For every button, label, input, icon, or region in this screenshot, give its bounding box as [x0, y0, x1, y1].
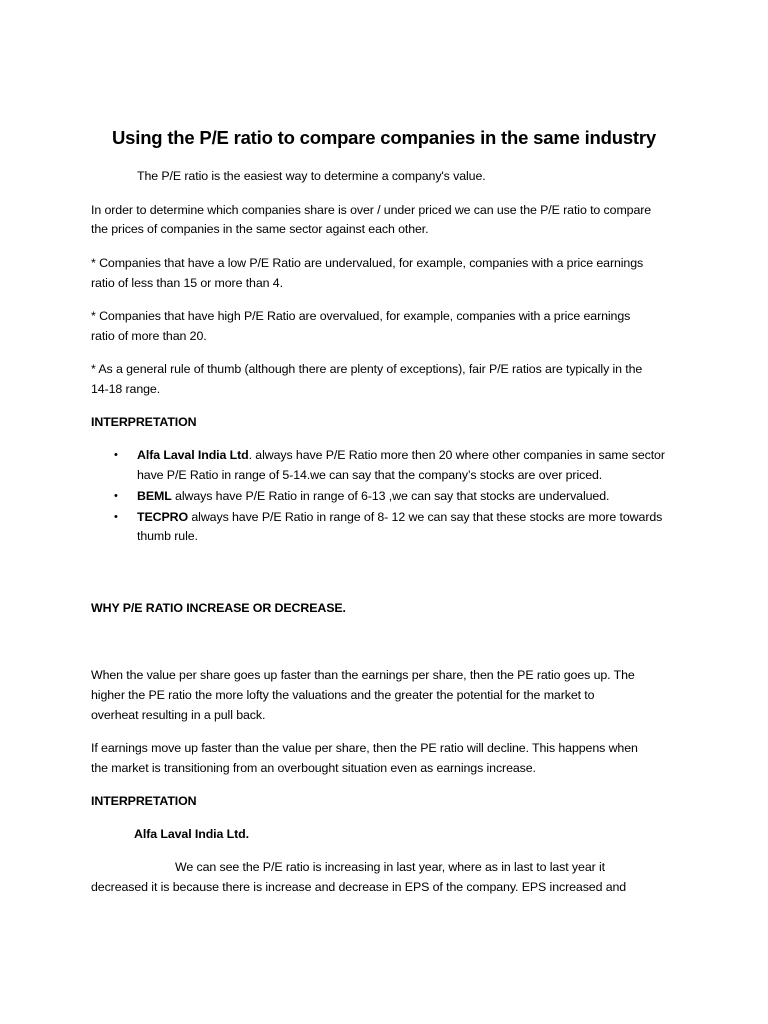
company-name: TECPRO [137, 510, 189, 524]
intro-text: The P/E ratio is the easiest way to determine a company's value. [137, 169, 486, 183]
rule-line: * Companies that have a low P/E Ratio are undervalued, for example, companies with a price earnings [91, 256, 644, 270]
paragraph-line: higher the PE ratio the more lofty the valuations and the greater the potential for the market to [91, 688, 595, 702]
rule-line: * Companies that have high P/E Ratio are overvalued, for example, companies with a price earnings [91, 309, 631, 323]
list-item-line [137, 447, 665, 463]
rule-line: ratio of less than 15 or more than 4. [91, 276, 283, 290]
paragraph-line: overheat resulting in a pull back. [91, 708, 266, 722]
rule-line: 14-18 range. [91, 382, 161, 396]
bullet-icon: • [114, 511, 118, 523]
rule-line: * As a general rule of thumb (although there are plenty of exceptions), fair P/E ratios are typically in the [91, 362, 643, 376]
paragraph-line: decreased it is because there is increase and decrease in EPS of the company. EPS increased and [91, 880, 627, 894]
company-name: Alfa Laval India Ltd [137, 448, 249, 462]
paragraph-line: If earnings move up faster than the value per share, then the PE ratio will decline. This happens when [91, 741, 638, 755]
bullet-icon: • [114, 490, 118, 502]
bullet-icon: • [114, 449, 118, 461]
paragraph-line: In order to determine which companies share is over / under priced we can use the P/E ratio to compare [91, 203, 652, 217]
company-name: BEML [137, 489, 172, 503]
section-heading: INTERPRETATION [91, 794, 197, 808]
rule-line: ratio of more than 20. [91, 329, 207, 343]
page-title: Using the P/E ratio to compare companies in the same industry [112, 127, 656, 148]
section-heading: INTERPRETATION [91, 415, 197, 429]
paragraph-line: the market is transitioning from an overbought situation even as earnings increase. [91, 761, 536, 775]
list-item-text: always have P/E Ratio in range of 8- 12 we can say that these stocks are more towards [188, 510, 663, 524]
list-item-line [137, 488, 609, 504]
list-item-line: thumb rule. [137, 529, 198, 543]
paragraph-line: We can see the P/E ratio is increasing in last year, where as in last to last year it [175, 860, 605, 874]
paragraph-line: the prices of companies in the same sector against each other. [91, 222, 429, 236]
paragraph-line: When the value per share goes up faster than the earnings per share, then the PE ratio goes up. The [91, 668, 635, 682]
list-item-text: . always have P/E Ratio more then 20 where other companies in same sector [248, 448, 665, 462]
section-heading: WHY P/E RATIO INCREASE OR DECREASE. [91, 601, 346, 615]
company-heading: Alfa Laval India Ltd. [134, 827, 249, 841]
list-item-line [137, 509, 662, 525]
list-item-text: always have P/E Ratio in range of 6-13 ,we can say that stocks are undervalued. [171, 489, 610, 503]
list-item-line: have P/E Ratio in range of 5-14.we can say that the company’s stocks are over priced. [137, 468, 603, 482]
